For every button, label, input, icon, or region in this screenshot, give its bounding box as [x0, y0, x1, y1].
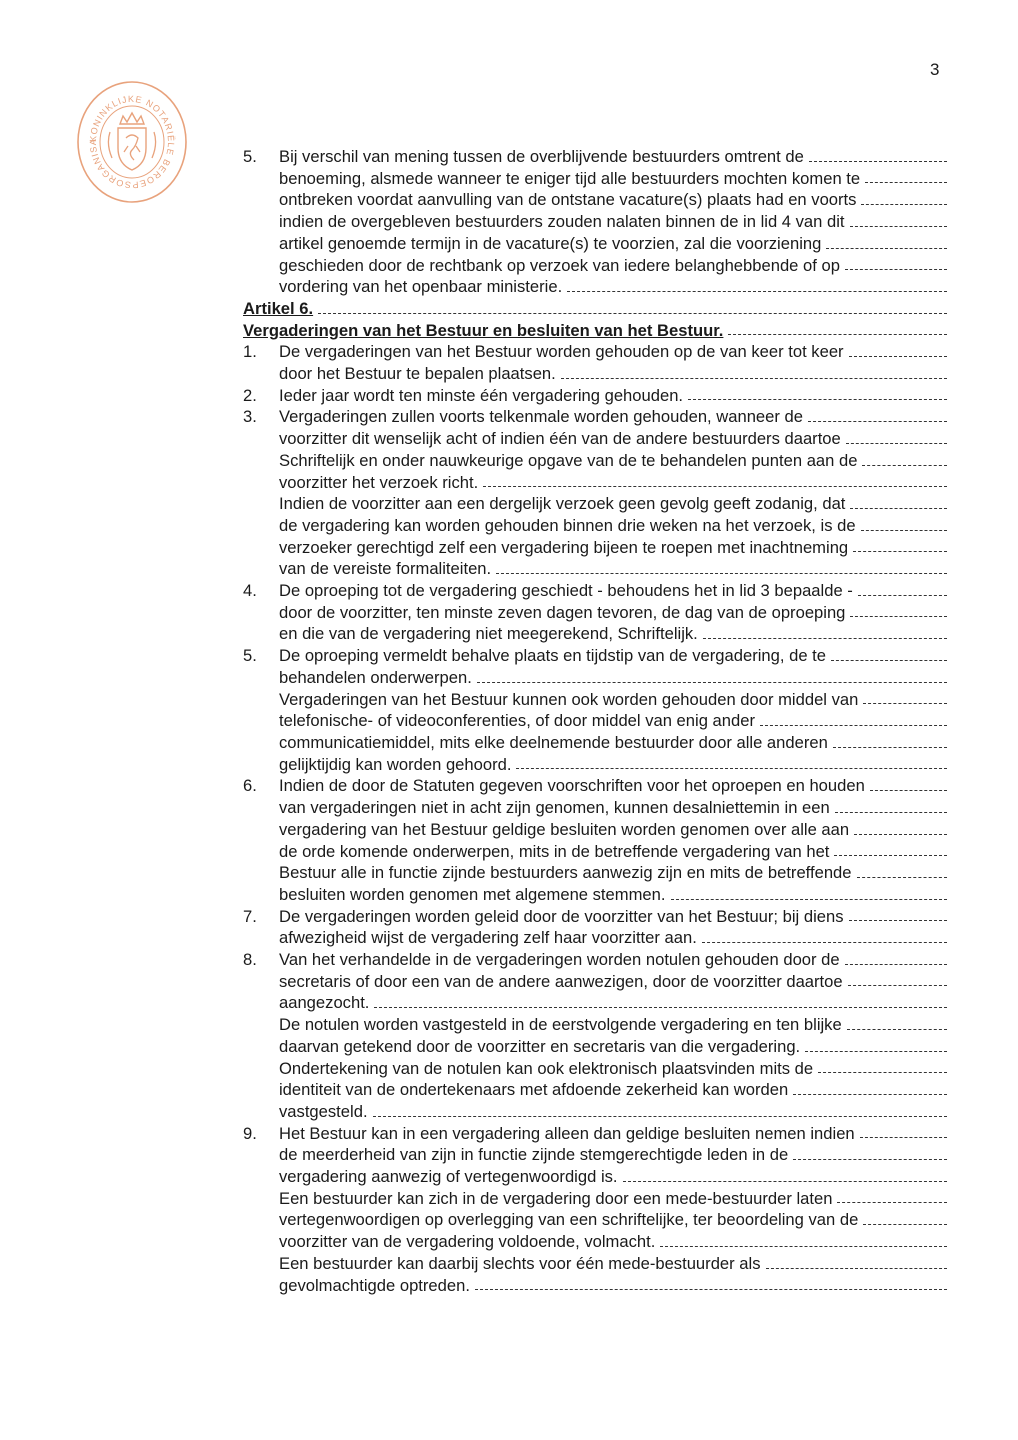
svg-text:KONINKLIJKE NOTARIËLE BEROEPSO [76, 80, 176, 190]
line-text: voorzitter van de vergadering voldoende, volmacht. [279, 1232, 656, 1252]
text-line [243, 906, 947, 928]
line-text: vertegenwoordigen op overlegging van een schriftelijke, ter beoordeling van de [279, 1210, 859, 1230]
dash-filler [831, 645, 947, 661]
line-text: daarvan getekend door de voorzitter en secretaris van die vergadering. [279, 1036, 801, 1056]
line-indent [243, 1144, 279, 1166]
text-line [243, 732, 947, 754]
heading-text: Vergaderingen van het Bestuur en besluiten van het Bestuur. [243, 320, 724, 340]
dash-filler [850, 493, 947, 509]
text-line [243, 1058, 947, 1080]
clause-number: 1. [243, 342, 257, 362]
dash-filler [846, 428, 947, 444]
dash-filler [793, 1144, 947, 1160]
line-text: vastgesteld. [279, 1101, 368, 1121]
text-line [243, 168, 947, 190]
seal-emblem-icon [76, 80, 188, 204]
dash-filler [835, 797, 947, 813]
dash-filler [870, 775, 947, 791]
line-text: identiteit van de ondertekenaars met afdoende zekerheid kan worden [279, 1080, 789, 1100]
dash-filler [854, 819, 947, 835]
text-line [243, 1188, 947, 1210]
clause-number: 5. [243, 147, 257, 166]
line-text: vergadering aanwezig of vertegenwoordigd is. [279, 1167, 618, 1187]
dash-filler [863, 689, 947, 705]
line-text: Ondertekening van de notulen kan ook elektronisch plaatsvinden mits de [279, 1058, 814, 1078]
line-indent [243, 472, 279, 494]
line-text: benoeming, alsmede wanneer te eniger tijd alle bestuurders mochten komen te [279, 168, 861, 188]
text-line [243, 493, 947, 515]
text-line [243, 971, 947, 993]
dash-filler [660, 1231, 947, 1247]
text-line [243, 992, 947, 1014]
line-indent [243, 1014, 279, 1036]
text-line [243, 385, 947, 407]
text-line [243, 558, 947, 580]
line-text: gevolmachtigde optreden. [279, 1275, 470, 1295]
dash-filler [845, 949, 947, 965]
line-indent [243, 819, 279, 841]
line-indent [243, 537, 279, 559]
text-line [243, 1231, 947, 1253]
line-indent [243, 884, 279, 906]
line-text: van vergaderingen niet in acht zijn genomen, kunnen desalniettemin in een [279, 798, 830, 818]
line-text: behandelen onderwerpen. [279, 667, 472, 687]
clause-number: 7. [243, 906, 257, 926]
text-line [243, 450, 947, 472]
text-line [243, 667, 947, 689]
line-text: voorzitter dit wenselijk acht of indien één van de andere bestuurders daartoe [279, 429, 841, 449]
text-line [243, 623, 947, 645]
line-text: besluiten worden genomen met algemene stemmen. [279, 884, 666, 904]
text-line [243, 884, 947, 906]
line-indent [243, 168, 279, 190]
line-text: verzoeker gerechtigd zelf een vergadering bijeen te roepen met inachtneming [279, 537, 849, 557]
line-text: Bij verschil van mening tussen de overblijvende bestuurders omtrent de [279, 147, 804, 166]
dash-filler [862, 450, 947, 466]
line-indent [243, 797, 279, 819]
dash-filler [863, 1209, 947, 1225]
dash-filler [861, 515, 947, 531]
text-line [243, 189, 947, 211]
heading-text: Artikel 6. [243, 298, 314, 318]
dash-filler [845, 255, 947, 271]
dash-filler [808, 406, 947, 422]
line-indent [243, 1079, 279, 1101]
dash-filler [373, 1101, 947, 1117]
dash-filler [848, 971, 947, 987]
text-line [243, 1166, 947, 1188]
text-line [243, 1275, 947, 1297]
line-text: De oproeping tot de vergadering geschiedt - behoudens het in lid 3 bepaalde - [279, 581, 853, 601]
notary-seal-logo [76, 80, 188, 204]
text-line [243, 406, 947, 428]
line-indent [243, 1188, 279, 1210]
dash-filler [857, 862, 947, 878]
clause-number: 2. [243, 385, 257, 405]
line-indent [243, 1253, 279, 1275]
line-indent [243, 1166, 279, 1188]
text-line [243, 580, 947, 602]
line-indent [243, 515, 279, 537]
clause-number: 8. [243, 950, 257, 970]
dash-filler [860, 1123, 947, 1139]
dash-filler [850, 602, 947, 618]
text-line [243, 775, 947, 797]
dash-filler [805, 1036, 947, 1052]
line-text: Vergaderingen zullen voorts telkenmale worden gehouden, wanneer de [279, 407, 803, 427]
text-line [243, 537, 947, 559]
line-indent [243, 276, 279, 298]
dash-filler [766, 1253, 948, 1269]
line-indent [243, 1209, 279, 1231]
dash-filler [703, 623, 947, 639]
dash-filler [861, 189, 947, 205]
text-line [243, 710, 947, 732]
text-line [243, 862, 947, 884]
dash-filler [865, 168, 947, 184]
text-line [243, 1101, 947, 1123]
clause-number: 3. [243, 407, 257, 427]
line-text: en die van de vergadering niet meegerekend, Schriftelijk. [279, 624, 698, 644]
line-indent [243, 211, 279, 233]
article-heading-line [243, 298, 947, 320]
line-indent [243, 1275, 279, 1297]
dash-filler [849, 906, 947, 922]
text-line [243, 363, 947, 385]
line-indent [243, 602, 279, 624]
line-indent [243, 255, 279, 277]
line-indent [243, 841, 279, 863]
dash-filler [809, 146, 947, 162]
line-text: door de voorzitter, ten minste zeven dagen tevoren, de dag van de oproeping [279, 602, 846, 622]
line-text: indien de overgebleven bestuurders zouden nalaten binnen de in lid 4 van dit [279, 212, 845, 232]
line-text: De oproeping vermeldt behalve plaats en tijdstip van de vergadering, de te [279, 646, 827, 666]
line-text: communicatiemiddel, mits elke deelnemende bestuurder door alle anderen [279, 732, 828, 752]
line-indent [243, 754, 279, 776]
text-line [243, 276, 947, 298]
line-text: vergadering van het Bestuur geldige besluiten worden genomen over alle aan [279, 819, 850, 839]
line-indent [243, 1036, 279, 1058]
article-heading-line [243, 320, 947, 342]
line-text: artikel genoemde termijn in de vacature(s) te voorzien, zal die voorziening [279, 233, 822, 253]
dash-filler [728, 320, 947, 336]
text-line [243, 1253, 947, 1275]
text-line [243, 233, 947, 255]
text-line [243, 797, 947, 819]
clause-number: 9. [243, 1123, 257, 1143]
line-text: afwezigheid wijst de vergadering zelf haar voorzitter aan. [279, 928, 697, 948]
line-indent [243, 1231, 279, 1253]
dash-filler [850, 211, 947, 227]
dash-filler [623, 1166, 947, 1182]
dash-filler [475, 1275, 947, 1291]
text-line [243, 689, 947, 711]
line-indent [243, 623, 279, 645]
line-indent [243, 710, 279, 732]
dash-filler [516, 754, 947, 770]
text-line [243, 1209, 947, 1231]
clause-number: 5. [243, 646, 257, 666]
line-text: vordering van het openbaar ministerie. [279, 277, 563, 297]
line-text: Schriftelijk en onder nauwkeurige opgave van de te behandelen punten aan de [279, 450, 858, 470]
dash-filler [837, 1188, 947, 1204]
line-indent [243, 971, 279, 993]
text-line [243, 255, 947, 277]
dash-filler [793, 1079, 947, 1095]
line-text: Bestuur alle in functie zijnde bestuurders aanwezig zijn en mits de betreffende [279, 863, 852, 883]
text-line [243, 754, 947, 776]
line-indent [243, 363, 279, 385]
text-line [243, 211, 947, 233]
line-text: Ieder jaar wordt ten minste één vergadering gehouden. [279, 385, 684, 405]
line-text: De vergaderingen worden geleid door de voorzitter van het Bestuur; bij diens [279, 906, 844, 926]
text-line [243, 428, 947, 450]
text-line [243, 819, 947, 841]
page-number: 3 [930, 60, 940, 79]
line-text: De notulen worden vastgesteld in de eerstvolgende vergadering en ten blijke [279, 1015, 842, 1035]
text-line [243, 1123, 947, 1145]
text-line [243, 841, 947, 863]
line-text: geschieden door de rechtbank op verzoek van iedere belanghebbende of op [279, 255, 840, 275]
dash-filler [702, 927, 947, 943]
text-line [243, 1014, 947, 1036]
dash-filler [671, 884, 948, 900]
line-text: Indien de voorzitter aan een dergelijk verzoek geen gevolg geeft zodanig, dat [279, 494, 846, 514]
line-indent [243, 189, 279, 211]
line-indent [243, 558, 279, 580]
article-text [243, 146, 947, 1296]
text-line [243, 602, 947, 624]
line-indent [243, 667, 279, 689]
line-text: van de vereiste formaliteiten. [279, 559, 492, 579]
line-text: de vergadering kan worden gehouden binnen drie weken na het verzoek, is de [279, 515, 856, 535]
text-line [243, 472, 947, 494]
dash-filler [483, 472, 947, 488]
dash-filler [833, 732, 947, 748]
text-line [243, 927, 947, 949]
text-line [243, 515, 947, 537]
dash-filler [688, 385, 947, 401]
line-indent [243, 992, 279, 1014]
dash-filler [374, 992, 947, 1008]
line-text: Indien de door de Statuten gegeven voorschriften voor het oproepen en houden [279, 776, 865, 796]
line-indent [243, 428, 279, 450]
line-indent [243, 862, 279, 884]
text-line [243, 341, 947, 363]
text-line [243, 645, 947, 667]
text-line [243, 949, 947, 971]
line-text: ontbreken voordat aanvulling van de ontstane vacature(s) plaats had en voorts [279, 190, 857, 210]
seal-ring-text: KONINKLIJKE NOTARIËLE BEROEPSORGANISA [87, 93, 177, 191]
dash-filler [847, 1014, 947, 1030]
line-indent [243, 689, 279, 711]
line-indent [243, 493, 279, 515]
line-indent [243, 732, 279, 754]
clause-number: 6. [243, 776, 257, 796]
line-text: secretaris of door een van de andere aanwezigen, door de voorzitter daartoe [279, 971, 843, 991]
line-text: aangezocht. [279, 993, 370, 1013]
dash-filler [818, 1058, 947, 1074]
dash-filler [858, 580, 947, 596]
dash-filler [834, 841, 947, 857]
dash-filler [561, 363, 947, 379]
dash-filler [567, 276, 947, 292]
line-text: Van het verhandelde in de vergaderingen worden notulen gehouden door de [279, 950, 840, 970]
line-text: Een bestuurder kan daarbij slechts voor één mede-bestuurder als [279, 1253, 761, 1273]
text-line [243, 146, 947, 168]
line-text: door het Bestuur te bepalen plaatsen. [279, 364, 556, 384]
dash-filler [849, 341, 947, 357]
line-text: voorzitter het verzoek richt. [279, 472, 479, 492]
line-text: de orde komende onderwerpen, mits in de betreffende vergadering van het [279, 841, 830, 861]
line-text: Een bestuurder kan zich in de vergadering door een mede-bestuurder laten [279, 1188, 833, 1208]
line-indent [243, 1101, 279, 1123]
line-indent [243, 927, 279, 949]
dash-filler [826, 233, 947, 249]
line-text: de meerderheid van zijn in functie zijnde stemgerechtigde leden in de [279, 1145, 789, 1165]
dash-filler [496, 558, 947, 574]
line-text: telefonische- of videoconferenties, of door middel van enig ander [279, 711, 755, 731]
line-indent [243, 1058, 279, 1080]
clause-number: 4. [243, 581, 257, 601]
line-text: gelijktijdig kan worden gehoord. [279, 754, 512, 774]
dash-filler [318, 298, 947, 314]
line-indent [243, 450, 279, 472]
line-text: Vergaderingen van het Bestuur kunnen ook worden gehouden door middel van [279, 689, 859, 709]
text-line [243, 1036, 947, 1058]
dash-filler [853, 537, 947, 553]
line-text: De vergaderingen van het Bestuur worden gehouden op de van keer tot keer [279, 342, 844, 362]
text-line [243, 1144, 947, 1166]
text-line [243, 1079, 947, 1101]
dash-filler [760, 710, 947, 726]
line-indent [243, 233, 279, 255]
line-text: Het Bestuur kan in een vergadering alleen dan geldige besluiten nemen indien [279, 1123, 855, 1143]
dash-filler [477, 667, 947, 683]
